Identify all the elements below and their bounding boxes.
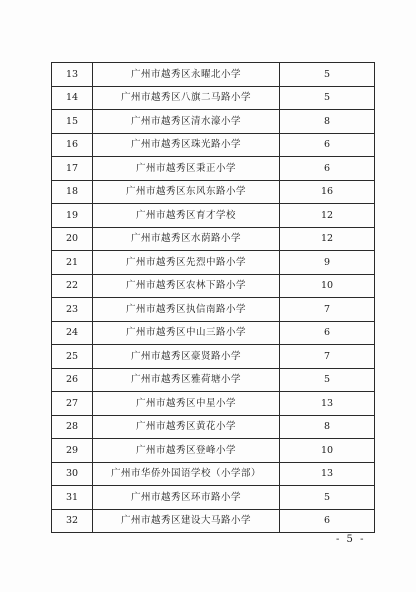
count-cell: 5 bbox=[280, 63, 375, 87]
row-number-cell: 32 bbox=[52, 509, 93, 533]
school-name-cell: 广州市越秀区豪贤路小学 bbox=[93, 345, 280, 369]
count-cell: 12 bbox=[280, 204, 375, 228]
row-number-cell: 21 bbox=[52, 251, 93, 275]
school-name-cell: 广州市越秀区水荫路小学 bbox=[93, 227, 280, 251]
row-number-cell: 31 bbox=[52, 486, 93, 510]
school-name-cell: 广州市越秀区雅荷塘小学 bbox=[93, 368, 280, 392]
school-name-cell: 广州市越秀区清水濠小学 bbox=[93, 110, 280, 134]
count-cell: 12 bbox=[280, 227, 375, 251]
school-name-cell: 广州市华侨外国语学校（小学部） bbox=[93, 462, 280, 486]
count-cell: 10 bbox=[280, 439, 375, 463]
count-cell: 5 bbox=[280, 486, 375, 510]
row-number-cell: 29 bbox=[52, 439, 93, 463]
table-row bbox=[52, 180, 375, 204]
row-number-cell: 28 bbox=[52, 415, 93, 439]
count-cell: 5 bbox=[280, 86, 375, 110]
row-number-cell: 23 bbox=[52, 298, 93, 322]
row-number-cell: 26 bbox=[52, 368, 93, 392]
count-cell: 13 bbox=[280, 392, 375, 416]
count-cell: 6 bbox=[280, 509, 375, 533]
row-number-cell: 24 bbox=[52, 321, 93, 345]
school-table-body bbox=[52, 63, 375, 533]
count-cell: 10 bbox=[280, 274, 375, 298]
school-name-cell: 广州市越秀区农林下路小学 bbox=[93, 274, 280, 298]
table-row bbox=[52, 133, 375, 157]
table-row bbox=[52, 368, 375, 392]
table-row bbox=[52, 392, 375, 416]
table-row bbox=[52, 86, 375, 110]
table-row bbox=[52, 462, 375, 486]
row-number-cell: 15 bbox=[52, 110, 93, 134]
table-row bbox=[52, 486, 375, 510]
table-row bbox=[52, 274, 375, 298]
school-table bbox=[51, 62, 375, 533]
table-row bbox=[52, 227, 375, 251]
count-cell: 8 bbox=[280, 415, 375, 439]
school-name-cell: 广州市越秀区中山三路小学 bbox=[93, 321, 280, 345]
school-name-cell: 广州市越秀区黄花小学 bbox=[93, 415, 280, 439]
school-name-cell: 广州市越秀区建设大马路小学 bbox=[93, 509, 280, 533]
count-cell: 7 bbox=[280, 298, 375, 322]
count-cell: 9 bbox=[280, 251, 375, 275]
row-number-cell: 18 bbox=[52, 180, 93, 204]
count-cell: 5 bbox=[280, 368, 375, 392]
table-row bbox=[52, 110, 375, 134]
count-cell: 6 bbox=[280, 133, 375, 157]
page-number: - 5 - bbox=[336, 534, 366, 545]
table-row bbox=[52, 321, 375, 345]
row-number-cell: 22 bbox=[52, 274, 93, 298]
table-row bbox=[52, 509, 375, 533]
row-number-cell: 19 bbox=[52, 204, 93, 228]
table-row bbox=[52, 298, 375, 322]
school-name-cell: 广州市越秀区东风东路小学 bbox=[93, 180, 280, 204]
row-number-cell: 20 bbox=[52, 227, 93, 251]
row-number-cell: 13 bbox=[52, 63, 93, 87]
school-name-cell: 广州市越秀区执信南路小学 bbox=[93, 298, 280, 322]
school-name-cell: 广州市越秀区先烈中路小学 bbox=[93, 251, 280, 275]
table-row bbox=[52, 157, 375, 181]
school-name-cell: 广州市越秀区环市路小学 bbox=[93, 486, 280, 510]
row-number-cell: 30 bbox=[52, 462, 93, 486]
count-cell: 6 bbox=[280, 157, 375, 181]
count-cell: 6 bbox=[280, 321, 375, 345]
table-row bbox=[52, 415, 375, 439]
school-name-cell: 广州市越秀区秉正小学 bbox=[93, 157, 280, 181]
table-row bbox=[52, 439, 375, 463]
count-cell: 8 bbox=[280, 110, 375, 134]
school-name-cell: 广州市越秀区八旗二马路小学 bbox=[93, 86, 280, 110]
row-number-cell: 25 bbox=[52, 345, 93, 369]
table-row bbox=[52, 204, 375, 228]
row-number-cell: 27 bbox=[52, 392, 93, 416]
row-number-cell: 14 bbox=[52, 86, 93, 110]
row-number-cell: 16 bbox=[52, 133, 93, 157]
table-row bbox=[52, 345, 375, 369]
count-cell: 13 bbox=[280, 462, 375, 486]
school-name-cell: 广州市越秀区珠光路小学 bbox=[93, 133, 280, 157]
count-cell: 16 bbox=[280, 180, 375, 204]
school-name-cell: 广州市越秀区登峰小学 bbox=[93, 439, 280, 463]
school-name-cell: 广州市越秀区中星小学 bbox=[93, 392, 280, 416]
table-row bbox=[52, 63, 375, 87]
school-name-cell: 广州市越秀区育才学校 bbox=[93, 204, 280, 228]
table-row bbox=[52, 251, 375, 275]
count-cell: 7 bbox=[280, 345, 375, 369]
row-number-cell: 17 bbox=[52, 157, 93, 181]
school-name-cell: 广州市越秀区永曜北小学 bbox=[93, 63, 280, 87]
